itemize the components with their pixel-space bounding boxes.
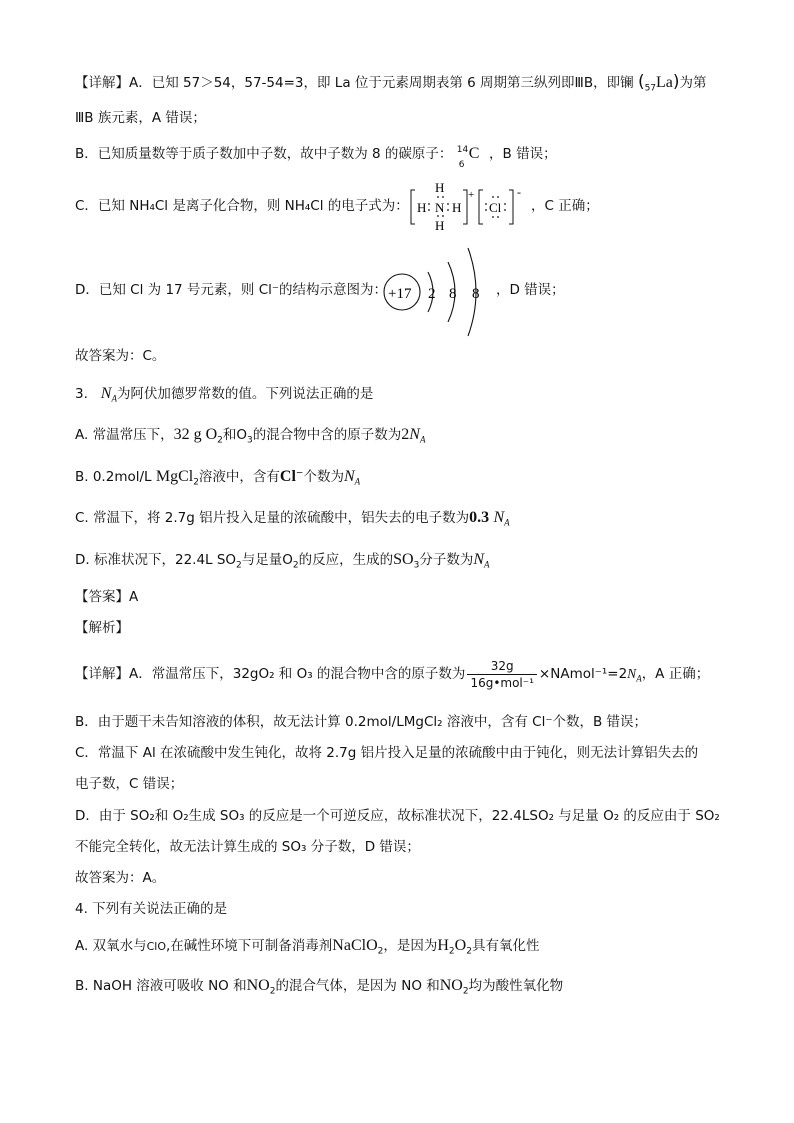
cl-ion-structure-diagram (380, 244, 500, 340)
q4-option-a: A. 双氧水与ClO,在碱性环境下可制备消毒剂NaClO$_2$，是因为$H_2O_2$具有氧化性 (75, 937, 540, 957)
q2-detail-c-post: ，C 正确； (531, 198, 599, 214)
q2-detail-c-text: C．已知 NH₄Cl 是离子化合物，则 NH₄Cl 的电子式为： (75, 198, 409, 214)
la-symbol: La (656, 74, 673, 91)
q3-option-b: B. 0.2mol/L MgCl$_2$溶液中，含有Cl−个数为$N_A$ (75, 468, 361, 488)
c14-mass: 14 (456, 145, 469, 155)
q4-option-b: B. NaOH 溶液可吸收 NO 和$NO_2$的混合气体，是因为 NO 和$NO_2$均为酸性氧化物 (75, 977, 564, 997)
cl-minus: - (517, 185, 521, 199)
nh4-h-right: H (452, 200, 462, 215)
nh4-h-top: H (435, 180, 445, 195)
q3-option-d: D. 标准状况下，22.4L $SO_2$与足量$O_2$的反应，生成的$SO_3$分子数为$N_A$ (75, 551, 490, 571)
q3-stem: 3. $N_A$为阿伏加德罗常数的值。下列说法正确的是 (75, 385, 374, 404)
nh4cl-electron-formula (407, 180, 537, 232)
shell-2-electrons: 8 (449, 286, 457, 302)
q2-detail-a-line2: ⅢB 族元素，A 错误； (75, 110, 206, 126)
q2-detail-b-line (75, 144, 557, 170)
nh4-n: N (435, 200, 445, 215)
nh4-h-left: H (417, 200, 427, 215)
q3-option-c: C. 常温下，将 2.7g 铝片投入足量的浓硫酸中，铝失去的电子数为0.3 $N_A$ (75, 509, 510, 528)
q2-detail-a-end: 为第 (679, 75, 707, 91)
q2-detail-d-post: ，D 错误； (496, 282, 565, 298)
q2-detail-a-line1: 【详解】A．已知 57＞54，57-54=3，即 La 位于元素周期表第 6 周期第三纵列即ⅢB，即镧 $(_{57}La)$为第 (75, 72, 707, 94)
q3-detail-a: 【详解】A．常温常压下，32gO₂ 和 O₃ 的混合物中含的原子数为 $\frac{32g}{\text{16g•mol⁻¹}}$ $\times NAmol^{-1}=2N_A$，A 正确； (75, 658, 710, 690)
cl-symbol: Cl (489, 200, 502, 215)
q2-detail-b-post: ，B 错误； (489, 146, 557, 162)
na-symbol: N (100, 385, 112, 402)
molar-fraction: $\frac{32g}{\text{16g•mol⁻¹}}$ (467, 658, 536, 691)
shell-1-electrons: 2 (428, 286, 436, 302)
q3-detail-c1: C．常温下 Al 在浓硫酸中发生钝化，故将 2.7g 铝片投入足量的浓硫酸中由于钝化，则无法计算铝失去的 (75, 745, 699, 761)
q2-detail-d-text: D．已知 Cl 为 17 号元素，则 Cl⁻的结构示意图为： (75, 282, 388, 298)
shell-3-electrons: 8 (472, 286, 480, 302)
q3-answer-label: 【答案】A (75, 589, 139, 605)
nh4-plus: + (468, 189, 475, 201)
q3-detail-b: B．由于题干未告知溶液的体积，故无法计算 0.2mol/LMgCl₂ 溶液中，含有 Cl⁻个数，B 错误； (75, 714, 647, 730)
nucleus-charge: +17 (388, 286, 412, 302)
q3-answer-line: 故答案为：A。 (75, 870, 166, 886)
c14-symbol: C (468, 145, 480, 162)
la-notation: ( (637, 72, 645, 92)
nh4-h-bottom: H (435, 218, 445, 232)
q3-detail-d2: 不能完全转化，故无法计算生成的 SO₃ 分子数，D 错误； (75, 839, 420, 855)
q3-analysis-label: 【解析】 (75, 620, 129, 636)
q2-detail-a-text: 【详解】A．已知 57＞54，57-54=3，即 La 位于元素周期表第 6 周期第三纵列即ⅢB，即镧 (75, 75, 634, 91)
q2-detail-c-line (75, 196, 409, 216)
q3-detail-d1: D．由于 SO₂和 O₂生成 SO₃ 的反应是一个可逆反应，故标准状况下，22.4LSO₂ 与足量 O₂ 的反应由于 SO₂ (75, 808, 720, 824)
q2-detail-d-line (75, 280, 387, 300)
q3-detail-c2: 电子数，C 错误； (75, 776, 184, 792)
carbon-14-notation (456, 144, 485, 170)
c14-number: 6 (458, 160, 465, 170)
q4-stem: 4. 下列有关说法正确的是 (75, 901, 228, 917)
q3-option-a: A. 常温常压下，32 g $O_2$和$O_3$的混合物中含的原子数为$2N_A$ (75, 426, 426, 446)
q2-detail-b-text: B．已知质量数等于质子数加中子数，故中子数为 8 的碳原子： (75, 146, 453, 162)
la-mass-number: 57 (644, 83, 657, 94)
q2-answer-line: 故答案为：C。 (75, 348, 166, 364)
